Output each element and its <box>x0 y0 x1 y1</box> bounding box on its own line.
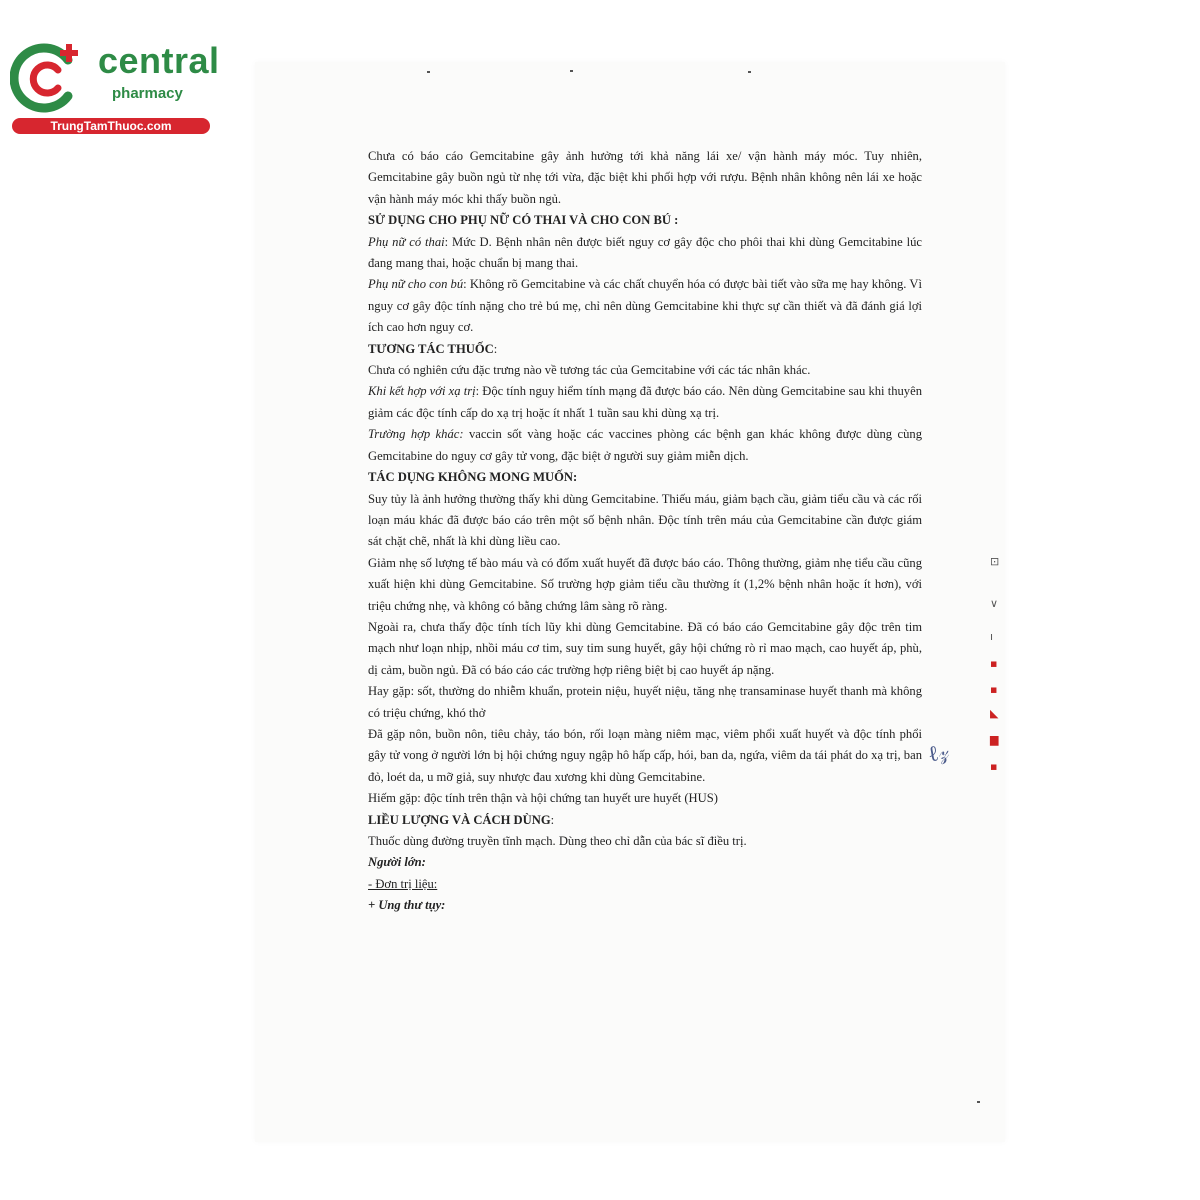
heading-adverse: TÁC DỤNG KHÔNG MONG MUỐN: <box>368 470 578 485</box>
heading-dosage-suffix: : <box>550 812 555 827</box>
label-adults: Người lớn: <box>368 855 426 870</box>
pharmacy-logo-icon <box>10 38 92 118</box>
logo-url-badge: TrungTamThuoc.com <box>12 118 210 134</box>
paragraph-radiotherapy <box>368 381 922 424</box>
paragraph-interactions: Chưa có nghiên cứu đặc trưng nào về tương tác của Gemcitabine với các tác nhân khác. <box>368 363 811 378</box>
heading-pregnancy: SỬ DỤNG CHO PHỤ NỮ CÓ THAI VÀ CHO CON BÚ : <box>368 213 679 228</box>
heading-interactions-suffix: : <box>493 341 498 356</box>
heading-interactions-line <box>368 339 922 360</box>
text-radiotherapy: : Độc tính nguy hiểm tính mạng đã được báo cáo. Nên dùng Gemcitabine sau khi thuyên giảm các độc tính cấp do xạ trị hoặc ít nhất 1 tuần sau khi dùng xạ trị. <box>368 384 922 420</box>
paragraph-dosage: Thuốc dùng đường truyền tĩnh mạch. Dùng theo chỉ dẫn của bác sĩ điều trị. <box>368 834 747 848</box>
logo-brand-sub: pharmacy <box>112 85 183 102</box>
paragraph-adverse-3: Ngoài ra, chưa thấy độc tính tích lũy khi dùng Gemcitabine. Đã có báo cáo Gemcitabine gây độc trên tim mạch như loạn nhịp, nhồi máu cơ tim, suy tim sung huyết, gây hội chứng rò rỉ mao mạch, cao huyết áp, phù, dị cảm, buồn ngủ. Đã có báo cáo các trường hợp riêng biệt bị cao huyết áp nặng. <box>368 619 922 677</box>
paragraph-adverse-4: Hay gặp: sốt, thường do nhiễm khuẩn, protein niệu, huyết niệu, tăng nhẹ transaminase huyết thanh mà không có triệu chứng, khó thở <box>368 684 922 720</box>
label-other-cases: Trường hợp khác: <box>368 427 464 442</box>
text-other-cases: vaccin sốt vàng hoặc các vaccines phòng các bệnh gan khác không được dùng cùng Gemcitabine do nguy cơ gây tử vong, đặc biệt ở người suy giảm miễn dịch. <box>368 427 923 463</box>
heading-interactions: TƯƠNG TÁC THUỐC <box>368 341 494 356</box>
margin-mark: ◣ <box>990 707 999 720</box>
paragraph-adverse-5: Đã gặp nôn, buồn nôn, tiêu chảy, táo bón, rối loạn màng niêm mạc, viêm phổi xuất huyết và độc tính phổi gây tử vong ở người lớn bị hội chứng nguy ngập hô hấp cấp, hói, ban da, ngứa, viêm da tái phát do xạ trị, ban đỏ, loét da, u mỡ giả, suy nhược đau xương khi dùng Gemcitabine. <box>368 726 922 784</box>
label-monotherapy: - Đơn trị liệu: <box>368 876 438 891</box>
signature-icon: ℓ𝓏 <box>926 739 951 768</box>
margin-mark: ▪ <box>990 683 998 696</box>
text-breastfeeding: : Không rõ Gemcitabine và các chất chuyển hóa có được bài tiết vào sữa mẹ hay không. Vì nguy cơ gây độc tính nặng cho trẻ bú mẹ, chỉ nên dùng Gemcitabine khi thực sự cần thiết và đã đánh giá lợi ích cao hơn nguy cơ. <box>368 277 922 335</box>
margin-mark: ⊡ <box>990 555 1000 568</box>
paragraph-adverse-2: Giảm nhẹ số lượng tế bào máu và có đốm xuất huyết đã được báo cáo. Thông thường, giảm nhẹ tiểu cầu cũng xuất hiện khi dùng Gemcitabine. Số trường hợp giảm tiểu cầu thường ít (1,2% bệnh nhân hoặc ít hơn), với triệu chứng nhẹ, và không có bằng chứng lâm sàng rõ ràng. <box>368 555 922 613</box>
paragraph-breastfeeding <box>368 274 922 338</box>
document-body <box>368 146 922 917</box>
label-pregnant: Phụ nữ có thai <box>368 234 445 249</box>
scan-speck <box>570 70 573 72</box>
label-pancreatic-cancer: + Ung thư tụy: <box>368 898 446 913</box>
paragraph-other-cases <box>368 424 922 467</box>
heading-dosage: LIỀU LƯỢNG VÀ CÁCH DÙNG <box>368 812 551 827</box>
heading-dosage-line <box>368 810 922 831</box>
paragraph-driving: Chưa có báo cáo Gemcitabine gây ảnh hưởng tới khả năng lái xe/ vận hành máy móc. Tuy nhiên, Gemcitabine gây buồn ngủ từ nhẹ tới vừa, đặc biệt khi phối hợp với rượu. Bệnh nhân không nên lái xe hoặc vận hành máy móc khi thấy buồn ngủ. <box>368 149 922 206</box>
margin-mark: ▪ <box>990 657 998 670</box>
label-radiotherapy: Khi kết hợp với xạ trị <box>368 384 476 399</box>
scan-speck <box>748 71 751 73</box>
margin-mark: ı <box>990 630 994 643</box>
logo-brand-name: central <box>98 40 220 81</box>
text-pregnant: : Mức D. Bệnh nhân nên được biết nguy cơ gây độc cho phôi thai khi dùng Gemcitabine lúc đang mang thai, hoặc chuẩn bị mang thai. <box>368 234 922 271</box>
scan-speck <box>977 1101 980 1103</box>
margin-mark: ▆ <box>990 733 999 746</box>
paragraph-adverse-6: Hiếm gặp: độc tính trên thận và hội chứng tan huyết ure huyết (HUS) <box>368 791 718 806</box>
margin-mark: ∨ <box>990 597 999 610</box>
central-pharmacy-logo[interactable] <box>10 38 220 138</box>
margin-stamp-marks <box>990 555 1010 795</box>
margin-mark: ▪ <box>990 760 998 773</box>
label-breastfeeding: Phụ nữ cho con bú <box>368 277 464 292</box>
scan-speck <box>427 71 430 73</box>
paragraph-adverse-1: Suy tủy là ảnh hưởng thường thấy khi dùng Gemcitabine. Thiếu máu, giảm bạch cầu, giảm tiểu cầu và các rối loạn máu khác đã được báo cáo trên một số bệnh nhân. Độc tính trên máu của Gemcitabine cần được giám sát chặt chẽ, nhất là khi dùng liều cao. <box>368 491 922 549</box>
paragraph-pregnancy <box>368 232 922 275</box>
